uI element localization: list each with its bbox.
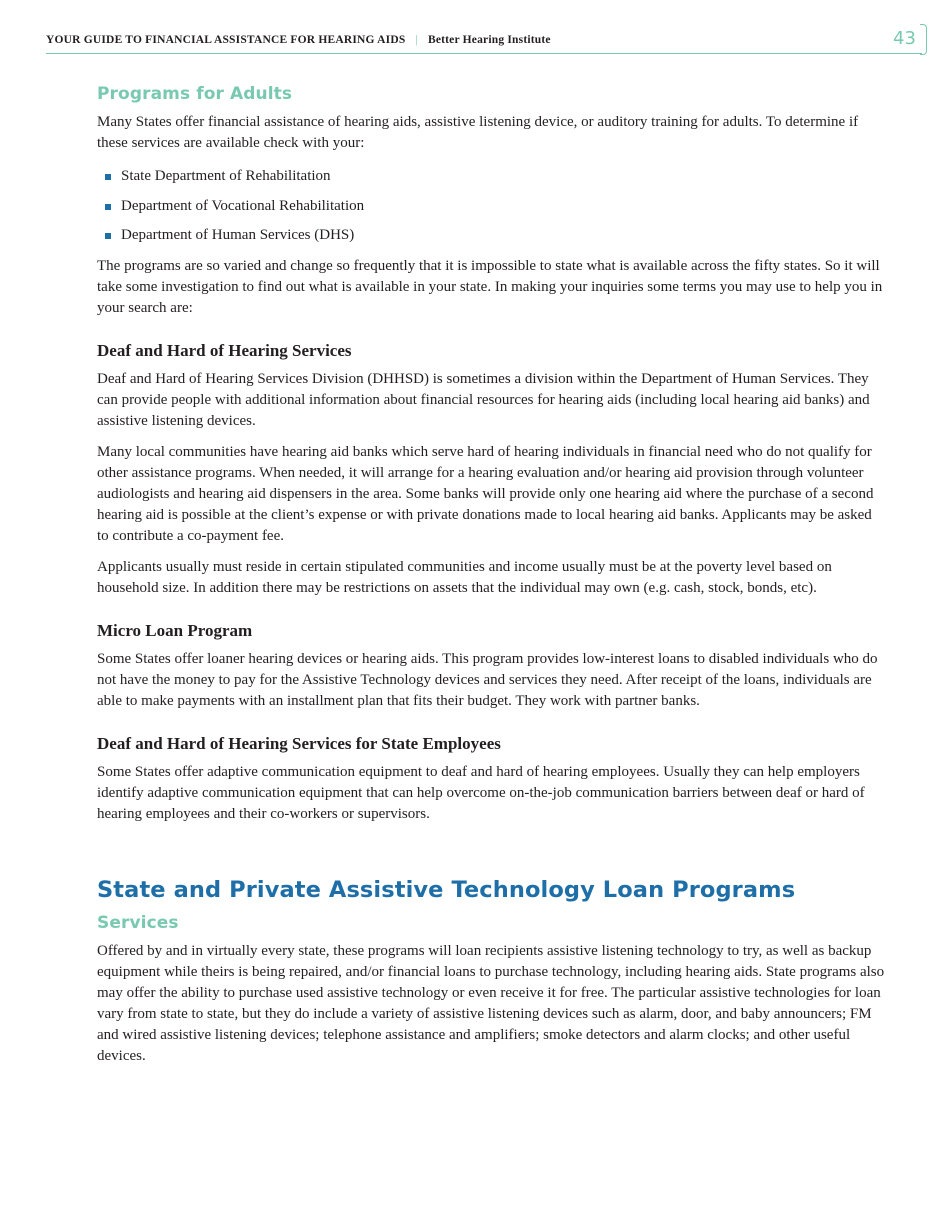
section-title-programs-for-adults: Programs for Adults (97, 84, 293, 104)
section-title-loan-programs: State and Private Assistive Technology Loan Programs (97, 877, 796, 903)
micro-loan-paragraph: Some States offer loaner hearing devices or hearing aids. This program provides low-interest loans to disabled individuals who do not have the money to pay for the Assistive Technology devices and services they need. After receipt of the loans, individuals are able to make payments with an installment plan that fits their budget. They work with partner banks. (97, 651, 878, 709)
subsection-title-services: Services (97, 913, 179, 933)
running-header (46, 34, 551, 46)
adults-intro-paragraph: Many States offer financial assistance of hearing aids, assistive listening device, or auditory training for adults. To determine if these services are available check with your: (97, 114, 859, 151)
hearing-aid-banks-paragraph: Many local communities have hearing aid banks which serve hard of hearing individuals in financial need who do not qualify for other assistance programs. When needed, it will arrange for a hearing evaluation and/or hearing aid provision through volunteer audiologists and hearing aid dispensers in the area. Some banks will provide only one hearing aid where the purchase of a second hearing aid is possible at the client’s expense or with private donations made to local hearing aid banks. Applicants may be asked to contribute a co-payment fee. (97, 444, 874, 544)
agency-list (97, 166, 887, 246)
page-number-bracket (920, 24, 927, 55)
bullet-square-icon (105, 204, 111, 210)
adults-outro-paragraph: The programs are so varied and change so frequently that it is impossible to state what is available across the fifty states. So it will take some investigation to find out what is available in your state. In making your inquiries some terms you may use to help you in your search are: (97, 258, 883, 316)
bullet-square-icon (105, 233, 111, 239)
list-item-text: Department of Human Services (DHS) (121, 227, 355, 243)
state-employees-paragraph: Some States offer adaptive communication equipment to deaf and hard of hearing employees. Usually they can help employers identify adaptive communication equipment that can help overcome on-the-job communication barriers between deaf or hard of hearing employees and their co-workers or supervisors. (97, 764, 865, 822)
list-item-text: State Department of Rehabilitation (121, 168, 331, 184)
section-title-state-employees: Deaf and Hard of Hearing Services for State Employees (97, 734, 501, 753)
list-item (97, 166, 887, 187)
page-content (97, 84, 887, 1077)
section-title-deaf-services: Deaf and Hard of Hearing Services (97, 341, 352, 360)
page-number: 43 (893, 28, 916, 49)
section-title-micro-loan: Micro Loan Program (97, 621, 253, 640)
bullet-square-icon (105, 174, 111, 180)
header-rule (46, 53, 922, 54)
list-item (97, 225, 887, 246)
deaf-services-paragraph: Deaf and Hard of Hearing Services Division (DHHSD) is sometimes a division within the Department of Human Services. They can provide people with additional information about financial resources for hearing aids (including local hearing aid banks) and assistive listening devices. (97, 371, 870, 429)
list-item-text: Department of Vocational Rehabilitation (121, 197, 365, 214)
eligibility-paragraph: Applicants usually must reside in certain stipulated communities and income usually must be at the poverty level based on household size. In addition there may be restrictions on assets that the individual may own (e.g. cash, stock, bonds, etc). (97, 559, 832, 596)
publisher-name: Better Hearing Institute (427, 34, 551, 46)
list-item (97, 196, 887, 217)
guide-title: YOUR GUIDE TO FINANCIAL ASSISTANCE FOR HEARING AIDS (46, 34, 406, 46)
loan-programs-paragraph: Offered by and in virtually every state, these programs will loan recipients assistive listening technology to try, as well as backup equipment while theirs is being repaired, and/or financial loans to purchase technology, including hearing aids. State programs also may offer the ability to purchase used assistive technology or even receive it for free. The particular assistive technologies for loan vary from state to state, but they do include a variety of assistive listening devices such as alarm, door, and baby announcers; FM and wired assistive listening devices; telephone assistance and amplifiers; smoke detectors and alarm clocks; and other useful devices. (97, 943, 885, 1064)
header-separator: | (415, 34, 418, 46)
